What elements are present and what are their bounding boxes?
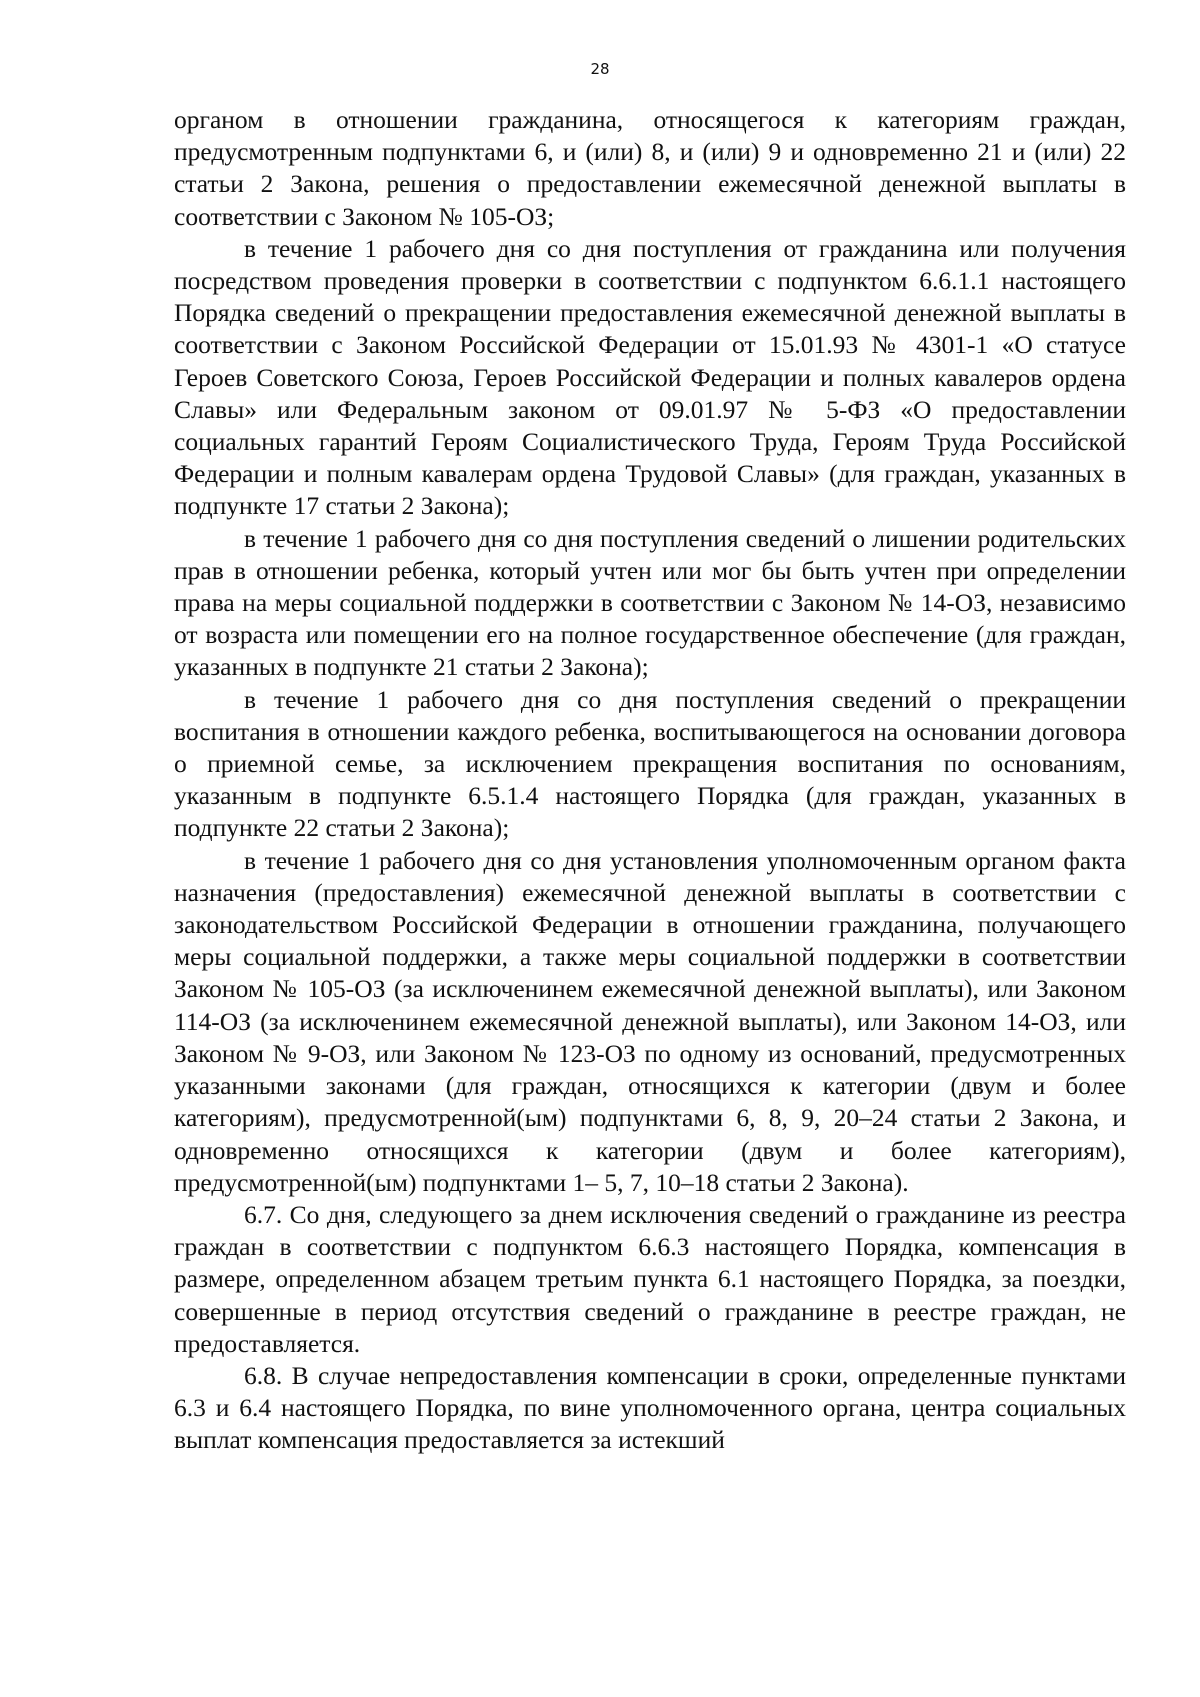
paragraph-6-8: 6.8. В случае непредоставления компенсации в сроки, определенные пунктами 6.3 и 6.4 настоящего Порядка, по вине уполномоченного органа, центра социальных выплат компенсация предоставляется за истекший <box>174 1360 1126 1455</box>
paragraph-continuation: органом в отношении гражданина, относящегося к категориям граждан, предусмотренным подпунктами 6, и (или) 8, и (или) 9 и одновременно 21 и (или) 22 статьи 2 Закона, решения о предоставлении ежемесячной денежной выплаты в соответствии с Законом № 105-ОЗ; <box>174 105 1126 231</box>
paragraph-parental-rights: в течение 1 рабочего дня со дня поступления сведений о лишении родительских прав в отношении ребенка, который учтен или мог бы быть учтен при определении права на меры социальной поддержки в соответствии с Законом № 14-ОЗ, независимо от возраста или помещении его на полное государственное обеспечение (для граждан, указанных в подпункте 21 статьи 2 Закона); <box>174 523 1126 682</box>
paragraph-foster-family: в течение 1 рабочего дня со дня поступления сведений о прекращении воспитания в отношении каждого ребенка, воспитывающегося на основании договора о приемной семье, за исключением прекращения воспитания по основаниям, указанным в подпункте 6.5.1.4 настоящего Порядка (для граждан, указанных в подпункте 22 статьи 2 Закона); <box>174 684 1126 843</box>
page-number: 28 <box>590 60 610 78</box>
paragraph-monthly-payment: в течение 1 рабочего дня со дня установления уполномоченным органом факта назначения (предоставления) ежемесячной денежной выплаты в соответствии с законодательством Российской Федерации в отношении гражданина, получающего меры социальной поддержки, а также меры социальной поддержки в соответствии Законом № 105-ОЗ (за исключенинем ежемесячной денежной выплаты), или Законом 114-ОЗ (за исключенинем ежемесячной денежной выплаты), или Законом 14-ОЗ, или Законом № 9-ОЗ, или Законом № 123-ОЗ по одному из оснований, предусмотренных указанными законами (для граждан, относящихся к категории (двум и более категориям), предусмотренной(ым) подпунктами 6, 8, 9, 20–24 статьи 2 Закона, и одновременно относящихся к категории (двум и более категориям), предусмотренной(ым) подпунктами 1– 5, 7, 10–18 статьи 2 Закона). <box>174 845 1126 1197</box>
paragraph-heroes-payment: в течение 1 рабочего дня со дня поступления от гражданина или получения посредством проведения проверки в соответствии с подпунктом 6.6.1.1 настоящего Порядка сведений о прекращении предоставления ежемесячной денежной выплаты в соответствии с Законом Российской Федерации от 15.01.93 № 4301-1 «О статусе Героев Советского Союза, Героев Российской Федерации и полных кавалеров ордена Славы» или Федеральным законом от 09.01.97 № 5-ФЗ «О предоставлении социальных гарантий Героям Социалистического Труда, Героям Труда Российской Федерации и полным кавалерам ордена Трудовой Славы» (для граждан, указанных в подпункте 17 статьи 2 Закона); <box>174 233 1126 521</box>
paragraph-6-7: 6.7. Со дня, следующего за днем исключения сведений о гражданине из реестра граждан в соответствии с подпунктом 6.6.3 настоящего Порядка, компенсация в размере, определенном абзацем третьим пункта 6.1 настоящего Порядка, за поездки, совершенные в период отсутствия сведений о гражданине в реестре граждан, не предоставляется. <box>174 1199 1126 1358</box>
document-body <box>174 104 1126 1457</box>
